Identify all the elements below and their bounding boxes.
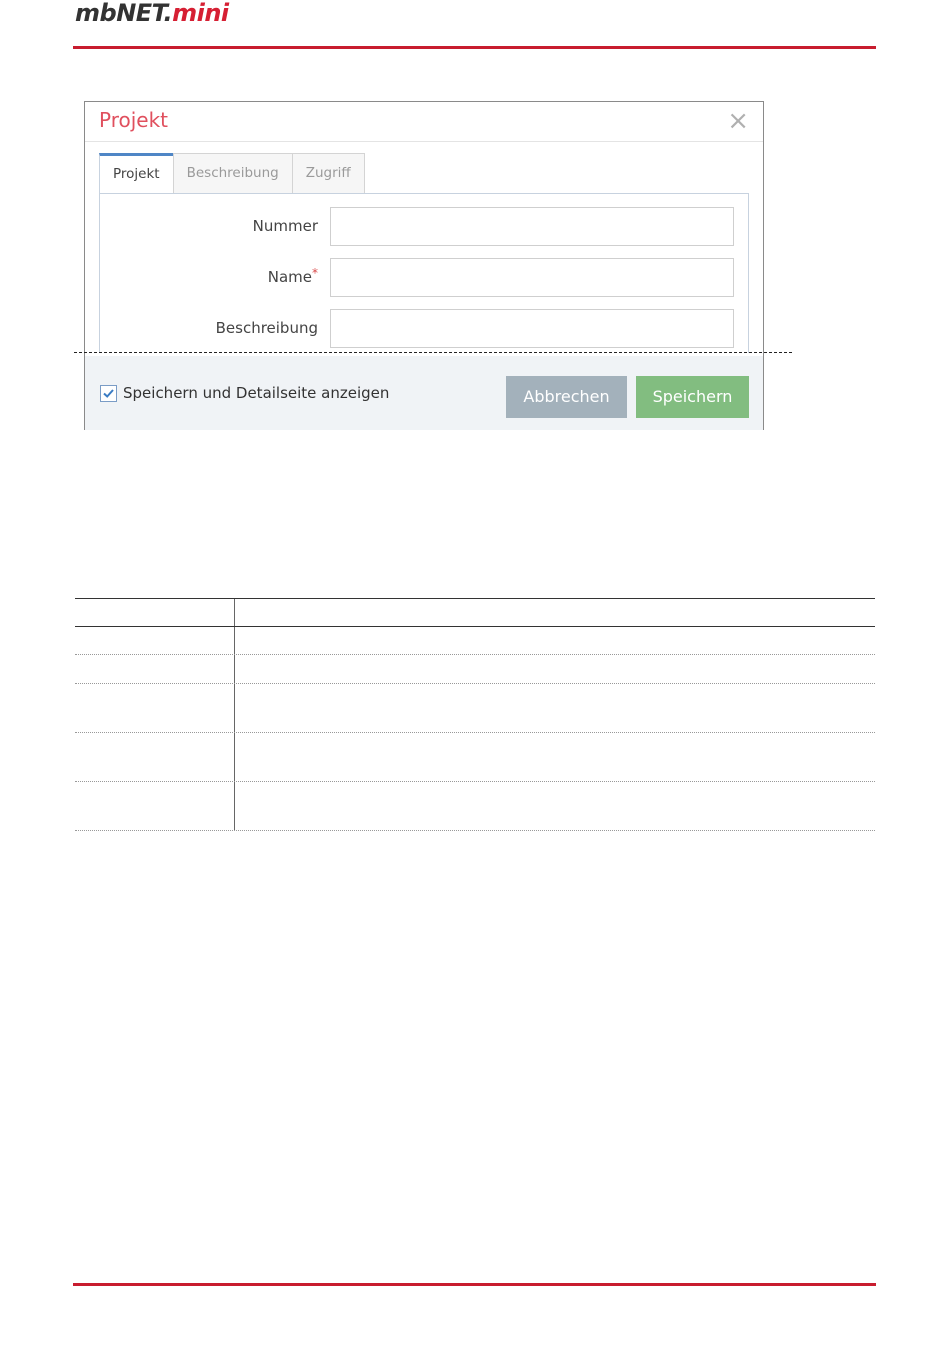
name-label: Name bbox=[267, 268, 312, 286]
footer-rule bbox=[73, 1283, 876, 1286]
dialog-title: Projekt bbox=[99, 108, 169, 132]
table-cell bbox=[75, 655, 235, 683]
dialog-title-divider bbox=[85, 141, 763, 142]
beschreibung-label: Beschreibung bbox=[215, 319, 318, 337]
table-row bbox=[75, 782, 875, 831]
show-details-checkbox[interactable] bbox=[100, 385, 117, 402]
nummer-label: Nummer bbox=[252, 217, 318, 235]
table-cell bbox=[235, 684, 875, 732]
dialog-tabs bbox=[99, 153, 364, 194]
table-header-row bbox=[75, 598, 875, 627]
table-row bbox=[75, 627, 875, 655]
table-cell bbox=[235, 782, 875, 830]
header-rule bbox=[73, 46, 876, 49]
name-input[interactable] bbox=[330, 258, 734, 297]
table-cell bbox=[75, 782, 235, 830]
table-cell bbox=[235, 655, 875, 683]
project-dialog bbox=[84, 101, 764, 430]
save-button[interactable]: Speichern bbox=[636, 376, 749, 418]
dialog-footer bbox=[85, 356, 763, 430]
table-cell bbox=[235, 733, 875, 781]
table-cell bbox=[75, 684, 235, 732]
brand-logo bbox=[75, 0, 229, 30]
table-row bbox=[75, 733, 875, 782]
checkmark-icon bbox=[102, 387, 115, 400]
table-cell bbox=[75, 627, 235, 654]
logo-text-mbnet: mbNET. bbox=[75, 0, 173, 27]
logo-text-mini: mini bbox=[172, 0, 229, 27]
description-table bbox=[75, 598, 875, 831]
cancel-button[interactable]: Abbrechen bbox=[506, 376, 627, 418]
tab-zugriff[interactable]: Zugriff bbox=[292, 153, 365, 193]
table-cell bbox=[75, 599, 235, 626]
name-label-wrap bbox=[268, 268, 318, 286]
table-cell bbox=[235, 627, 875, 654]
table-cell bbox=[75, 733, 235, 781]
field-row-beschreibung bbox=[100, 309, 750, 349]
tab-beschreibung[interactable]: Beschreibung bbox=[173, 153, 293, 193]
table-cell bbox=[235, 599, 875, 626]
beschreibung-input[interactable] bbox=[330, 309, 734, 348]
required-marker: * bbox=[312, 266, 318, 280]
show-details-label: Speichern und Detailseite anzeigen bbox=[123, 384, 390, 402]
field-row-nummer bbox=[100, 207, 750, 247]
field-row-name bbox=[100, 258, 750, 298]
table-row bbox=[75, 684, 875, 733]
screenshot-cut-line bbox=[74, 352, 792, 354]
nummer-input[interactable] bbox=[330, 207, 734, 246]
close-icon[interactable]: × bbox=[727, 106, 749, 136]
tab-panel-projekt bbox=[99, 193, 749, 353]
table-row bbox=[75, 655, 875, 684]
tab-projekt[interactable]: Projekt bbox=[99, 153, 174, 194]
